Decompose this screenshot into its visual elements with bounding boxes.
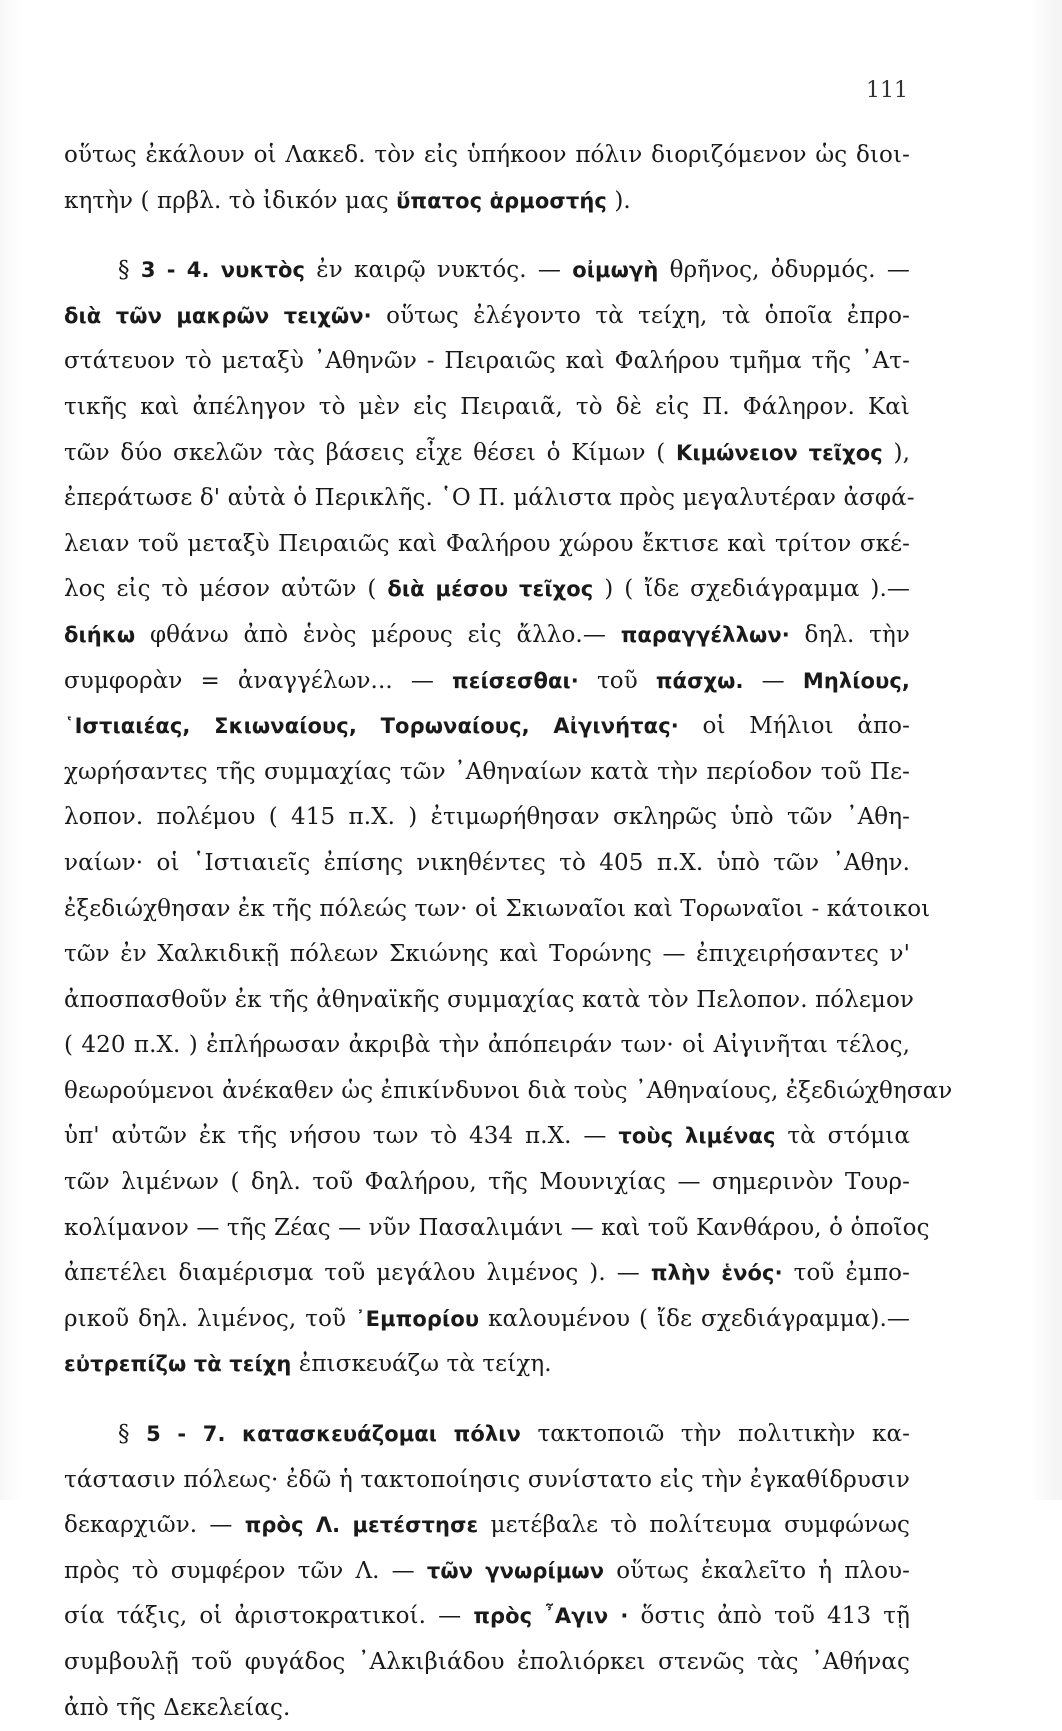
text-run: τῶν λιμένων ( δηλ. τοῦ Φαλήρου, τῆς Μουνιχίας — σημερινὸν Τουρ-	[64, 1169, 910, 1196]
text-run: ὑπ' αὐτῶν ἐκ τῆς νήσου των τὸ 434 π.Χ. —	[64, 1123, 619, 1150]
text-run: τῶν δύο σκελῶν τὰς βάσεις εἶχε θέσει ὁ Κίμων (	[64, 439, 676, 466]
text-run: τικῆς καὶ ἀπέληγον τὸ μὲν εἰς Πειραιᾶ, τὸ δὲ εἰς Π. Φάληρον. Καὶ	[64, 393, 910, 420]
text-line	[64, 1686, 910, 1731]
text-run: τοῦ ἐμπο-	[782, 1260, 910, 1287]
text-run: §	[118, 1421, 147, 1448]
text-run: χωρήσαντες τῆς συμμαχίας τῶν ᾿Αθηναίων κατὰ τὴν περίοδον τοῦ Πε-	[64, 758, 910, 785]
text-run: ἐν καιρῷ νυκτός. —	[305, 257, 573, 284]
text-run: ( 420 π.Χ. ) ἐπλήρωσαν ἀκριβὰ τὴν ἀπόπειράν των· οἱ Αἰγινῆται τέλος,	[64, 1032, 910, 1059]
text-run: ἀπὸ τῆς Δεκελείας.	[64, 1694, 291, 1721]
text-line	[64, 1503, 910, 1549]
text-run: §	[118, 257, 141, 284]
bold-term: εὐτρεπίζω τὰ τείχη	[64, 1352, 292, 1377]
text-line	[64, 1297, 910, 1343]
bold-term: διὰ τῶν μακρῶν τειχῶν·	[64, 303, 372, 328]
text-line	[64, 1594, 910, 1640]
bold-term: Κιμώνειον τεῖχος	[675, 440, 883, 465]
text-line	[64, 1160, 910, 1206]
text-run: λειαν τοῦ μεταξὺ Πειραιῶς καὶ Φαλήρου χώρου ἔκτισε καὶ τρίτον σκέ-	[64, 530, 910, 557]
text-line	[64, 1251, 910, 1297]
text-run: ).	[606, 187, 631, 214]
bold-term: 5 - 7. κατασκευάζομαι πόλιν	[146, 1422, 521, 1447]
bold-term: τῶν γνωρίμων	[426, 1558, 605, 1583]
text-line	[64, 841, 910, 887]
bold-term: διὰ μέσου τεῖχος	[387, 577, 594, 602]
bold-term: πείσεσθαι·	[451, 668, 579, 693]
bold-term: διήκω	[64, 622, 136, 647]
text-run: ἐπεράτωσε δ' αὐτὰ ὁ Περικλῆς. ῾Ο Π. μάλιστα πρὸς μεγαλυτέραν ἀσφά-	[64, 485, 915, 512]
text-line	[64, 887, 931, 933]
text-line	[64, 248, 910, 294]
text-line	[64, 476, 915, 522]
text-run: οὕτως ἐκαλεῖτο ἡ πλου-	[604, 1557, 911, 1584]
text-run: σία τάξις, οἱ ἀριστοκρατικοί. —	[64, 1603, 474, 1630]
bold-term: Μηλίους,	[802, 668, 910, 693]
text-line	[64, 1023, 910, 1069]
text-run: ἐπισκευάζω τὰ τείχη.	[291, 1351, 552, 1378]
text-run: ),	[882, 439, 910, 466]
text-run: πρὸς τὸ συμφέρον τῶν Λ. —	[64, 1557, 427, 1584]
bold-term: παραγγέλλων·	[620, 622, 790, 647]
text-run: συμφορὰν = ἀναγγέλων... —	[64, 667, 452, 694]
text-line	[64, 294, 910, 340]
text-run: φθάνω ἀπὸ ἑνὸς μέρους εἰς ἄλλο.—	[135, 621, 621, 648]
text-run: ἀπετέλει διαμέρισμα τοῦ μεγάλου λιμένος ). —	[64, 1260, 651, 1287]
text-run: —	[743, 667, 803, 694]
bold-term: πλὴν ἑνός·	[650, 1261, 783, 1286]
text-run: θεωρούμενοι ἀνέκαθεν ὡς ἐπικίνδυνοι διὰ τοὺς ᾿Αθηναίους, ἐξεδιώχθησαν	[64, 1077, 953, 1104]
commentary-text	[64, 133, 953, 1731]
bold-term: πρὸς Λ. μετέστησε	[244, 1513, 479, 1538]
text-run: ) ( ἴδε σχεδιάγραμμα ).—	[593, 576, 911, 603]
text-run: τοῦ	[578, 667, 656, 694]
text-line	[64, 1069, 953, 1115]
text-run: ἀποσπασθοῦν ἐκ τῆς ἀθηναϊκῆς συμμαχίας κατὰ τὸν Πελοπον. πόλεμον	[64, 986, 914, 1013]
text-line	[64, 1458, 910, 1504]
text-run: δεκαρχιῶν. —	[64, 1512, 245, 1539]
text-run: ρικοῦ δηλ. λιμένος, τοῦ	[64, 1305, 356, 1332]
text-run: δηλ. τὴν	[789, 621, 910, 648]
text-line	[64, 1549, 910, 1595]
text-line	[64, 1412, 910, 1458]
text-run: κολίμανον — τῆς Ζέας — νῦν Πασαλιμάνι — καὶ τοῦ Κανθάρου, ὁ ὁποῖος	[64, 1214, 930, 1241]
text-run: καλουμένου ( ἴδε σχεδιάγραμμα).—	[479, 1305, 910, 1332]
text-run: οὕτως ἐλέγοντο τὰ τείχη, τὰ ὁποῖα ἐπρο-	[371, 302, 910, 329]
text-run: συμβουλῇ τοῦ φυγάδος ᾿Αλκιβιάδου ἐπολιόρκει στενῶς τὰς ᾿Αθήνας	[64, 1649, 910, 1675]
bold-term: τοὺς λιμένας	[618, 1124, 776, 1149]
text-run: τάστασιν πόλεως· ἐδῶ ἡ τακτοποίησις συνίστατο εἰς τὴν ἐγκαθίδρυσιν	[64, 1466, 910, 1493]
text-line	[64, 133, 910, 179]
text-line	[64, 613, 910, 659]
text-run: λος εἰς τὸ μέσον αὐτῶν (	[64, 576, 388, 603]
text-run: οὕτως ἐκάλουν οἱ Λακεδ. τὸν εἰς ὑπήκοον πόλιν διοριζόμενον ὡς διοι-	[64, 142, 910, 168]
text-run: ναίων· οἱ ῾Ιστιαιεῖς ἐπίσης νικηθέντες τὸ 405 π.Χ. ὑπὸ τῶν ᾿Αθην.	[64, 849, 910, 876]
text-run: τακτοποιῶ τὴν πολιτικὴν κα-	[520, 1421, 910, 1448]
bold-term: πρὸς ῏Αγιν ·	[473, 1604, 629, 1629]
text-run: λοπον. πολέμου ( 415 π.Χ. ) ἐτιμωρήθησαν σκληρῶς ὑπὸ τῶν ᾿Αθη-	[64, 804, 910, 831]
text-line	[64, 385, 910, 431]
text-line	[64, 179, 910, 225]
text-line	[64, 704, 910, 750]
bold-term: ᾿Εμπορίου	[355, 1306, 480, 1331]
text-run: κητὴν ( πρβλ. τὸ ἰδικόν μας	[64, 187, 397, 214]
text-run: μετέβαλε τὸ πολίτευμα συμφώνως	[478, 1512, 910, 1539]
text-line	[64, 1206, 930, 1252]
bold-term: ῾Ιστιαιέας, Σκιωναίους, Τορωναίους, Αἰγινήτας·	[64, 714, 679, 739]
text-run: ἐξεδιώχθησαν ἐκ τῆς πόλεώς των· οἱ Σκιωναῖοι καὶ Τορωναῖοι - κάτοικοι	[64, 895, 931, 922]
text-line	[64, 339, 910, 385]
text-run: στάτευον τὸ μεταξὺ ᾿Αθηνῶν - Πειραιῶς καὶ Φαλήρου τμῆμα τῆς ᾿Ατ-	[64, 348, 910, 375]
text-line	[64, 932, 910, 978]
text-run: θρῆνος, ὀδυρμός. —	[658, 257, 910, 284]
text-line	[64, 659, 910, 705]
bold-term: πάσχω.	[655, 668, 744, 693]
text-line	[64, 431, 910, 477]
text-run: τὰ στόμια	[775, 1123, 911, 1150]
bold-term: ὕπατος ἁρμοστής	[396, 188, 607, 213]
bold-term: 3 - 4. νυκτὸς	[140, 258, 306, 283]
text-run: τῶν ἐν Χαλκιδικῇ πόλεων Σκιώνης καὶ Τορώνης — ἐπιχειρήσαντες ν'	[64, 941, 910, 968]
text-line	[64, 795, 910, 841]
text-line	[64, 522, 910, 568]
text-line	[64, 567, 910, 613]
text-line	[64, 978, 914, 1024]
bold-term: οἰμωγὴ	[572, 258, 659, 283]
text-line	[64, 1640, 910, 1686]
text-line	[64, 750, 910, 796]
text-run: ὅστις ἀπὸ τοῦ 413 τῇ	[628, 1603, 910, 1630]
page-number: 111	[866, 78, 908, 103]
text-run: οἱ Μήλιοι ἀπο-	[678, 713, 910, 740]
text-line	[64, 1342, 910, 1388]
text-line	[64, 1114, 910, 1160]
